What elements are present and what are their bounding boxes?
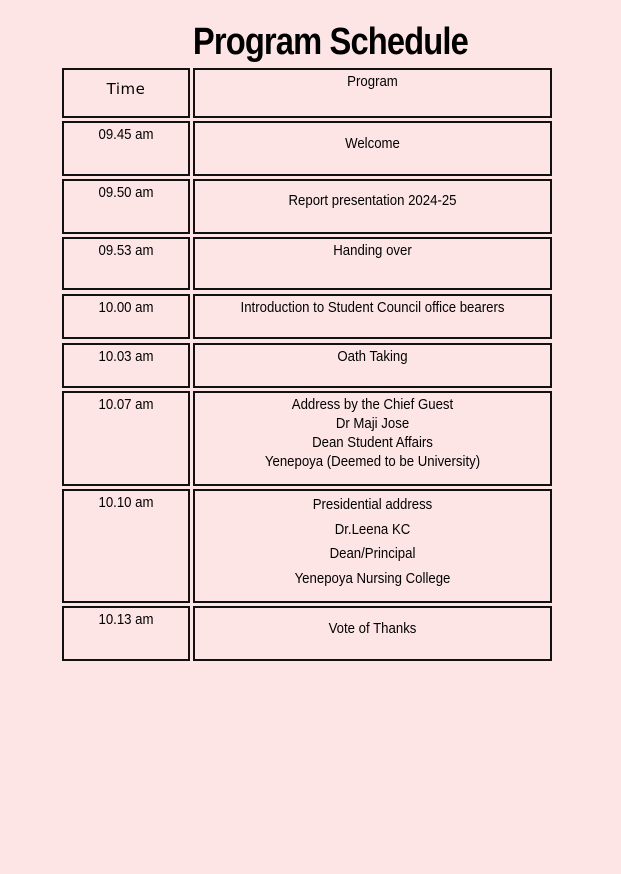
time-cell: [62, 237, 190, 290]
program-value: Report presentation 2024-25: [288, 192, 457, 209]
page-title: Program Schedule: [192, 21, 468, 63]
time-value: 10.10 am: [98, 494, 154, 511]
program-cell: [193, 489, 552, 603]
program-cell: [193, 294, 552, 339]
program-value: Vote of Thanks: [328, 620, 417, 637]
program-value: [216, 395, 528, 471]
program-cell: [193, 606, 552, 661]
time-cell: [62, 121, 190, 176]
header-time-label: Time: [106, 80, 146, 98]
program-line: Address by the Chief Guest: [291, 396, 454, 413]
time-cell: [62, 179, 190, 234]
program-value: Welcome: [345, 135, 400, 152]
program-cell: [193, 391, 552, 486]
time-value: 09.50 am: [98, 184, 154, 201]
program-line: Dean Student Affairs: [312, 434, 433, 451]
program-value: [216, 493, 528, 591]
time-cell: [62, 606, 190, 661]
program-value: Handing over: [333, 242, 412, 259]
program-cell: [193, 121, 552, 176]
program-cell: [193, 237, 552, 290]
time-cell: [62, 489, 190, 603]
program-line: Yenepoya (Deemed to be University): [264, 453, 481, 470]
program-cell: [193, 179, 552, 234]
time-value: 09.53 am: [98, 242, 154, 259]
header-program-cell: [193, 68, 552, 118]
program-line: Dr Maji Jose: [335, 415, 410, 432]
program-value: Introduction to Student Council office bearers: [240, 299, 505, 316]
program-line: Dr.Leena KC: [334, 520, 411, 538]
time-cell: [62, 391, 190, 486]
time-value: 09.45 am: [98, 126, 154, 143]
time-value: 10.03 am: [98, 348, 154, 365]
program-cell: [193, 343, 552, 388]
program-line: Presidential address: [312, 496, 433, 513]
program-line: Yenepoya Nursing College: [294, 569, 451, 587]
header-program-label: Program: [347, 73, 398, 90]
time-value: 10.00 am: [98, 299, 154, 316]
time-value: 10.13 am: [98, 611, 154, 628]
header-time-cell: [62, 68, 190, 118]
program-value: Oath Taking: [337, 348, 408, 365]
program-line: Dean/Principal: [329, 545, 416, 562]
time-cell: [62, 343, 190, 388]
time-value: 10.07 am: [98, 396, 154, 413]
time-cell: [62, 294, 190, 339]
